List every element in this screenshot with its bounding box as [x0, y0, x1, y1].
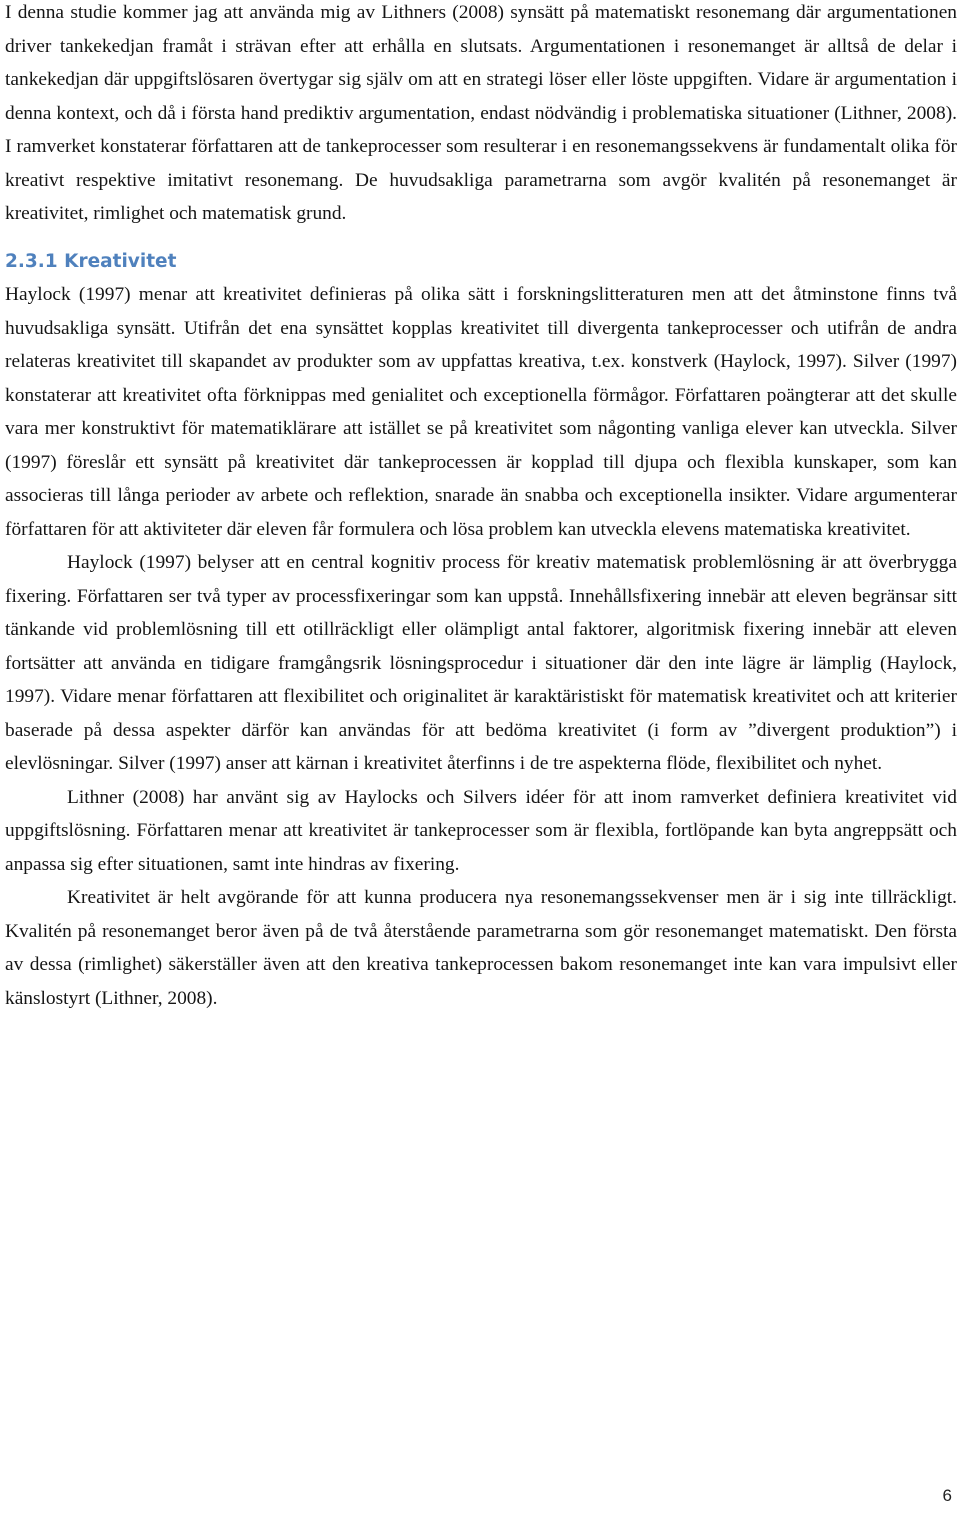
- paragraph-lithner-creativity: Lithner (2008) har använt sig av Haylocks och Silvers idéer för att inom ramverket definiera kreativitet vid uppgiftslösning. Författaren menar att kreativitet är tankeprocesser som är flexibla, fortlöpande kan byta angreppsätt och anpassa sig efter situationen, samt inte hindras av fixering.: [5, 786, 957, 875]
- section-heading: 2.3.1 Kreativitet: [5, 250, 177, 272]
- paragraph-reasoning-quality: Kreativitet är helt avgörande för att kunna producera nya resonemangssekvenser men är i sig inte tillräckligt. Kvalitén på resonemanget beror även på de två återstående parametrarna som gör resonemanget matematiskt. Den första av dessa (rimlighet) säkerställer även att den kreativa tankeprocessen bakom resonemanget inte kan vara impulsivt eller känslostyrt (Lithner, 2008).: [5, 887, 957, 1009]
- paragraph-fixation: Haylock (1997) belyser att en central kognitiv process för kreativ matematisk problemlösning är att överbrygga fixering. Författaren ser två typer av processfixeringar som kan uppstå. Innehållsfixering innebär att eleven begränsar sitt tänkande vid problemlösning till ett otillräckligt eller olämpligt antal faktorer, algoritmisk fixering innebär att eleven fortsätter att använda en tidigare framgångsrik lösningsprocedur i situationer där den inte lägre är lämplig (Haylock, 1997). Vidare menar författaren att flexibilitet och originalitet är karaktäristiskt för matematisk kreativitet och att kriterier baserade på dessa aspekter därför kan användas för att bedöma kreativitet (i form av ”divergent produktion”) i elevlösningar. Silver (1997) anser att kärnan i kreativitet återfinns i de tre aspekterna flöde, flexibilitet och nyhet.: [5, 552, 957, 774]
- document-body: [5, 0, 957, 1015]
- page-number: 6: [942, 1486, 952, 1505]
- paragraph-creativity-definitions: Haylock (1997) menar att kreativitet definieras på olika sätt i forskningslitteraturen men att det åtminstone finns två huvudsakliga synsätt. Utifrån det ena synsättet kopplas kreativitet till divergenta tankeprocesser och utifrån de andra relateras kreativitet till skapandet av produkter som av uppfattas kreativa, t.ex. konstverk (Haylock, 1997). Silver (1997) konstaterar att kreativitet ofta förknippas med genialitet och exceptionella förmågor. Författaren poängterar att det skulle vara mer konstruktivt för matematiklärare att istället se på kreativitet som någonting vanliga elever kan utveckla. Silver (1997) föreslår ett synsätt på kreativitet där tankeprocessen är kopplad till djupa och flexibla kunskaper, som kan associeras till långa perioder av arbete och reflektion, snarade än snabba och exceptionella insikter. Vidare argumenterar författaren för att aktiviteter där eleven får formulera och lösa problem kan utveckla elevens matematiska kreativitet.: [5, 284, 957, 540]
- intro-paragraph: I denna studie kommer jag att använda mig av Lithners (2008) synsätt på matematiskt resonemang där argumentationen driver tankekedjan framåt i strävan efter att erhålla en slutsats. Argumentationen i resonemanget är alltså de delar i tankekedjan där uppgiftslösaren övertygar sig själv om att en strategi löser eller löste uppgiften. Vidare är argumentation i denna kontext, och då i första hand prediktiv argumentation, endast nödvändig i problematiska situationer (Lithner, 2008). I ramverket konstaterar författaren att de tankeprocesser som resulterar i en resonemangssekvens är fundamentalt olika för kreativt respektive imitativt resonemang. De huvudsakliga parametrarna som avgör kvalitén på resonemanget är kreativitet, rimlighet och matematisk grund.: [5, 2, 957, 224]
